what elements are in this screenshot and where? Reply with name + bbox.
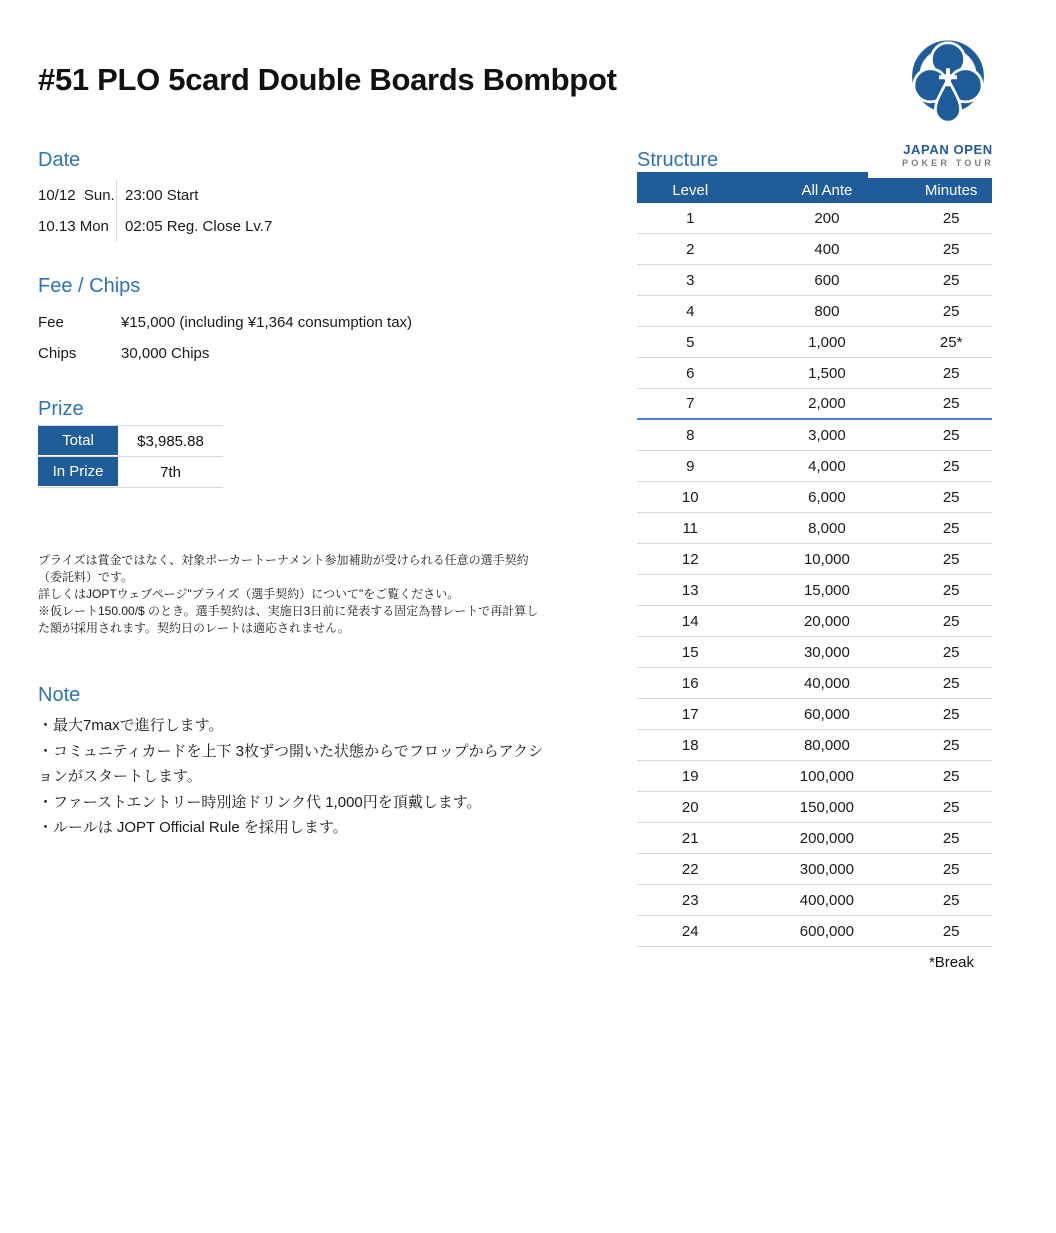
- level-cell: 1: [686, 209, 695, 227]
- prize-total-row: [38, 426, 223, 457]
- minutes-cell: 25: [942, 364, 960, 382]
- ante-cell: 6,000: [808, 488, 846, 506]
- structure-table-body: [637, 203, 992, 947]
- ante-cell: 300,000: [799, 860, 855, 878]
- structure-row: [637, 637, 992, 668]
- structure-row: [637, 203, 992, 234]
- note-item: ・ルールは JOPT Official Rule を採用します。: [38, 819, 348, 836]
- prize-inprize-label: In Prize: [38, 457, 118, 487]
- level-cell: 23: [681, 891, 699, 909]
- minutes-cell: 25: [942, 581, 960, 599]
- structure-row: [637, 327, 992, 358]
- chips-label: Chips: [38, 345, 77, 362]
- prize-total-value: $3,985.88: [137, 432, 204, 450]
- structure-row: [637, 606, 992, 637]
- minutes-cell: 25: [942, 767, 960, 785]
- minutes-cell: 25: [942, 922, 960, 940]
- level-cell: 2: [686, 240, 695, 258]
- level-cell: 9: [686, 457, 695, 475]
- ante-cell: 600: [814, 271, 840, 289]
- level-cell: 12: [681, 550, 699, 568]
- level-cell: 17: [681, 705, 699, 723]
- note-item: ・最大7maxで進行します。: [38, 717, 224, 734]
- ante-cell: 400,000: [799, 891, 855, 909]
- date-heading: Date: [38, 149, 81, 171]
- prize-table: [38, 425, 223, 488]
- note-section: [38, 683, 550, 841]
- ante-cell: 10,000: [803, 550, 850, 568]
- structure-row: [637, 885, 992, 916]
- note-item: ・コミュニティカードを上下 3枚ずつ開いた状態からでフロップからアクションがスタートします。: [38, 742, 544, 785]
- structure-row: [637, 668, 992, 699]
- date-table: [38, 180, 550, 242]
- logo-text-japan-open: JAPAN OPEN: [903, 142, 993, 157]
- level-cell: 8: [686, 426, 695, 444]
- minutes-cell: 25: [942, 612, 960, 630]
- structure-row: [637, 823, 992, 854]
- minutes-cell: 25: [942, 643, 960, 661]
- ante-cell: 400: [814, 240, 840, 258]
- ante-cell: 15,000: [803, 581, 850, 599]
- level-cell: 11: [682, 519, 699, 537]
- structure-heading: Structure: [637, 149, 719, 171]
- ante-cell: 150,000: [799, 798, 855, 816]
- minutes-cell: 25: [942, 705, 960, 723]
- fee-value: ¥15,000 (including ¥1,364 consumption tax): [121, 314, 413, 331]
- ante-cell: 8,000: [808, 519, 846, 537]
- level-cell: 7: [686, 395, 695, 412]
- level-cell: 19: [681, 767, 699, 785]
- structure-row: [637, 544, 992, 575]
- level-cell: 6: [686, 364, 695, 382]
- structure-row: [637, 265, 992, 296]
- minutes-cell: 25: [942, 550, 960, 568]
- level-cell: 15: [681, 643, 699, 661]
- structure-row: [637, 854, 992, 885]
- minutes-cell: 25: [942, 519, 960, 537]
- minutes-cell: 25: [942, 829, 960, 847]
- jopt-club-logo-icon: [903, 36, 993, 140]
- minutes-cell: 25: [942, 271, 960, 289]
- level-cell: 5: [686, 333, 695, 351]
- prize-section: [38, 397, 550, 488]
- date-value: 10.13 Mon: [38, 218, 109, 235]
- ante-cell: 60,000: [803, 705, 850, 723]
- structure-row: [637, 513, 992, 544]
- structure-row: [637, 234, 992, 265]
- minutes-cell: 25: [942, 488, 960, 506]
- prize-heading: Prize: [38, 398, 84, 420]
- time-value: 23:00 Start: [125, 187, 199, 204]
- disclaimer-paragraph: ※仮レート150.00/$ のとき。選手契約は、実施日3日前に発表する固定為替レートで再計算した額が採用されます。契約日のレートは適応されません。: [38, 604, 539, 635]
- minutes-cell: 25: [942, 891, 960, 909]
- minutes-cell: 25: [942, 302, 960, 320]
- column-header-level: Level: [672, 182, 709, 199]
- ante-cell: 3,000: [808, 426, 846, 444]
- level-cell: 13: [681, 581, 699, 599]
- minutes-cell: 25: [942, 395, 960, 412]
- ante-cell: 2,000: [808, 395, 846, 412]
- ante-cell: 30,000: [803, 643, 850, 661]
- column-header-minutes: Minutes: [924, 182, 978, 199]
- prize-total-label: Total: [38, 426, 118, 456]
- logo-text-poker-tour: POKER TOUR: [902, 158, 994, 168]
- level-cell: 18: [681, 736, 699, 754]
- structure-row: [637, 296, 992, 327]
- level-cell: 20: [681, 798, 699, 816]
- level-cell: 4: [686, 302, 695, 320]
- minutes-cell: 25: [942, 457, 960, 475]
- time-value: 02:05 Reg. Close Lv.7: [125, 218, 273, 235]
- level-cell: 16: [681, 674, 699, 692]
- ante-cell: 800: [814, 302, 840, 320]
- structure-row: [637, 699, 992, 730]
- minutes-cell: 25: [942, 240, 960, 258]
- ante-cell: 4,000: [808, 457, 846, 475]
- ante-cell: 40,000: [803, 674, 850, 692]
- ante-cell: 200: [814, 209, 840, 227]
- structure-row: [637, 482, 992, 513]
- fee-row: [38, 307, 550, 338]
- structure-row: [637, 575, 992, 606]
- disclaimer-paragraph: 詳しくはJOPTウェブページ"プライズ（選手契約）について"をご覧ください。: [38, 587, 460, 601]
- date-value: 10/12 Sun.: [38, 187, 115, 204]
- minutes-cell: 25*: [939, 333, 963, 351]
- ante-cell: 80,000: [803, 736, 850, 754]
- prize-disclaimer-text: [38, 552, 543, 637]
- structure-table-header: [637, 178, 992, 203]
- minutes-cell: 25: [942, 674, 960, 692]
- structure-row: [637, 389, 992, 420]
- ante-cell: 20,000: [803, 612, 850, 630]
- ante-cell: 1,000: [808, 333, 846, 351]
- minutes-cell: 25: [942, 860, 960, 878]
- chips-value: 30,000 Chips: [121, 345, 210, 362]
- structure-row: [637, 792, 992, 823]
- note-list: [38, 713, 550, 841]
- break-footnote: *Break: [928, 954, 974, 971]
- ante-cell: 200,000: [799, 829, 855, 847]
- structure-row: [637, 761, 992, 792]
- left-column: [38, 148, 550, 841]
- structure-row: [637, 916, 992, 947]
- page-title: #51 PLO 5card Double Boards Bombpot: [38, 62, 617, 97]
- ante-cell: 600,000: [799, 922, 855, 940]
- prize-inprize-row: [38, 457, 223, 488]
- level-cell: 24: [681, 922, 699, 940]
- structure-section: [637, 148, 992, 971]
- level-cell: 21: [681, 829, 699, 847]
- minutes-cell: 25: [942, 209, 960, 227]
- level-cell: 22: [681, 860, 699, 878]
- fee-chips-section: [38, 274, 550, 369]
- date-column: [38, 180, 117, 242]
- time-column: [117, 180, 272, 242]
- prize-inprize-value: 7th: [160, 463, 181, 481]
- minutes-cell: 25: [942, 798, 960, 816]
- structure-row: [637, 420, 992, 451]
- level-cell: 10: [681, 488, 699, 506]
- ante-cell: 1,500: [808, 364, 846, 382]
- note-heading: Note: [38, 684, 81, 706]
- ante-cell: 100,000: [799, 767, 855, 785]
- minutes-cell: 25: [942, 736, 960, 754]
- fee-label: Fee: [38, 314, 64, 331]
- column-header-all-ante: All Ante: [801, 182, 853, 199]
- fee-chips-heading: Fee / Chips: [38, 275, 141, 297]
- minutes-cell: 25: [942, 426, 960, 444]
- level-cell: 14: [681, 612, 699, 630]
- structure-row: [637, 358, 992, 389]
- structure-row: [637, 451, 992, 482]
- disclaimer-paragraph: プライズは賞金ではなく、対象ポーカートーナメント参加補助が受けられる任意の選手契約（委託料）です。: [38, 553, 529, 584]
- level-cell: 3: [686, 271, 695, 289]
- note-item: ・ファーストエントリー時別途ドリンク代 1,000円を頂戴します。: [38, 793, 482, 811]
- structure-row: [637, 730, 992, 761]
- chips-row: [38, 338, 550, 369]
